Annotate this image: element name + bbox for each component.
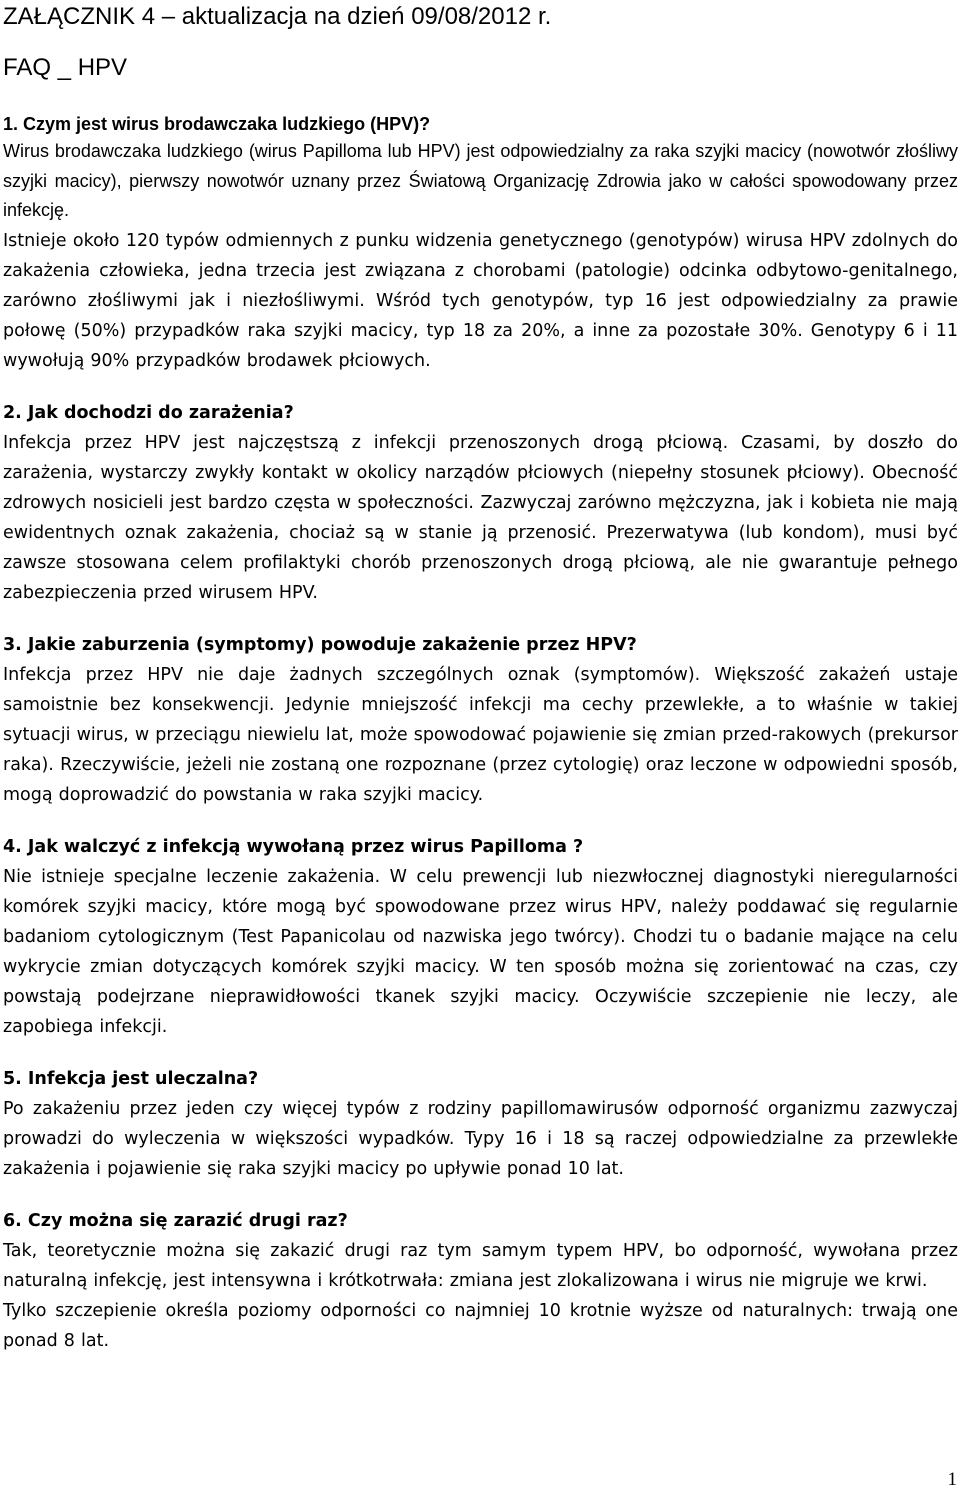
section-gap xyxy=(3,1184,958,1206)
page-number: 1 xyxy=(947,1469,957,1490)
faq-title: FAQ _ HPV xyxy=(3,54,128,81)
question-1: 1. Czym jest wirus brodawczaka ludzkiego (HPV)? xyxy=(3,114,431,134)
faq-section-1 xyxy=(3,111,958,376)
answer-1-paragraph-2: Istnieje około 120 typów odmiennych z punku widzenia genetycznego (genotypów) wirusa HPV zdolnych do zakażenia człowieka, jedna trzecia jest związana z chorobami (patologie) odcinka odbytowo-genitalnego, zarówno złośliwymi jak i niezłośliwymi. Wśród tych genotypów, typ 16 jest odpowiedzialny za prawie połowę (50%) przypadków raka szyjki macicy, typ 18 za 20%, a inne za pozostałe 30%. Genotypy 6 i 11 wywołują 90% przypadków brodawek płciowych. xyxy=(3,230,958,371)
question-5: 5. Infekcja jest uleczalna? xyxy=(3,1068,259,1089)
faq-section-6 xyxy=(3,1206,958,1356)
question-4: 4. Jak walczyć z infekcją wywołaną przez wirus Papilloma ? xyxy=(3,836,584,857)
answer-6-paragraph-1: Tak, teoretycznie można się zakazić drugi raz tym samym typem HPV, bo odporność, wywołana przez naturalną infekcję, jest intensywna i krótkotrwała: zmiana jest zlokalizowana i wirus nie migruje we krwi. xyxy=(3,1240,958,1291)
attachment-title: ZAŁĄCZNIK 4 – aktualizacja na dzień 09/08/2012 r. xyxy=(3,3,552,30)
faq-section-3 xyxy=(3,630,958,810)
question-6: 6. Czy można się zarazić drugi raz? xyxy=(3,1210,348,1231)
answer-2-paragraph-1: Infekcja przez HPV jest najczęstszą z infekcji przenoszonych drogą płciową. Czasami, by doszło do zarażenia, wystarczy zwykły kontakt w okolicy narządów płciowych (niepełny stosunek płciowy). Obecność zdrowych nosicieli jest bardzo częsta w społeczności. Zazwyczaj zarówno mężczyzna, jak i kobieta nie mają ewidentnych oznak zakażenia, chociaż są w stanie ją przenosić. Prezerwatywa (lub kondom), musi być zawsze stosowana celem profilaktyki chorób przenoszonych drogą płciową, ale nie gwarantuje pełnego zabezpieczenia przed wirusem HPV. xyxy=(3,432,958,603)
section-gap xyxy=(3,810,958,832)
answer-3-paragraph-1: Infekcja przez HPV nie daje żadnych szczególnych oznak (symptomów). Większość zakażeń ustaje samoistnie bez konsekwencji. Jedynie mniejszość infekcji ma cechy przewlekłe, a to właśnie w takiej sytuacji wirus, w przeciągu niewielu lat, może spowodować pojawienie się zmian przed-rakowych (prekursor raka). Rzeczywiście, jeżeli nie zostaną one rozpoznane (przez cytologię) oraz leczone w odpowiedni sposób, mogą doprowadzić do powstania w raka szyjki macicy. xyxy=(3,664,958,805)
section-gap xyxy=(3,376,958,398)
section-gap xyxy=(3,1042,958,1064)
answer-4-paragraph-1: Nie istnieje specjalne leczenie zakażenia. W celu prewencji lub niezwłocznej diagnostyki nieregularności komórek szyjki macicy, które mogą być spowodowane przez wirus HPV, należy poddawać się regularnie badaniom cytologicznym (Test Papanicolau od nazwiska jego twórcy). Chodzi tu o badanie mające na celu wykrycie zmian dotyczących komórek szyjki macicy. W ten sposób można się zorientować na czas, czy powstają podejrzane nieprawidłowości tkanek szyjki macicy. Oczywiście szczepienie nie leczy, ale zapobiega infekcji. xyxy=(3,866,958,1037)
faq-section-5 xyxy=(3,1064,958,1184)
answer-1-paragraph-1: Wirus brodawczaka ludzkiego (wirus Papilloma lub HPV) jest odpowiedzialny za raka szyjki macicy (nowotwór złośliwy szyjki macicy), pierwszy nowotwór uznany przez Światową Organizację Zdrowia jako w całości spowodowany przez infekcję. xyxy=(3,141,958,220)
question-3: 3. Jakie zaburzenia (symptomy) powoduje zakażenie przez HPV? xyxy=(3,634,637,655)
section-gap xyxy=(3,608,958,630)
answer-6-paragraph-2: Tylko szczepienie określa poziomy odporności co najmniej 10 krotnie wyższe od naturalnych: trwają one ponad 8 lat. xyxy=(3,1300,958,1351)
faq-content xyxy=(3,111,958,1356)
question-2: 2. Jak dochodzi do zarażenia? xyxy=(3,402,294,423)
answer-5-paragraph-1: Po zakażeniu przez jeden czy więcej typów z rodziny papillomawirusów odporność organizmu zazwyczaj prowadzi do wyleczenia w większości wypadków. Typy 16 i 18 są raczej odpowiedzialne za przewlekłe zakażenia i pojawienie się raka szyjki macicy po upływie ponad 10 lat. xyxy=(3,1098,958,1179)
faq-section-4 xyxy=(3,832,958,1042)
faq-section-2 xyxy=(3,398,958,608)
